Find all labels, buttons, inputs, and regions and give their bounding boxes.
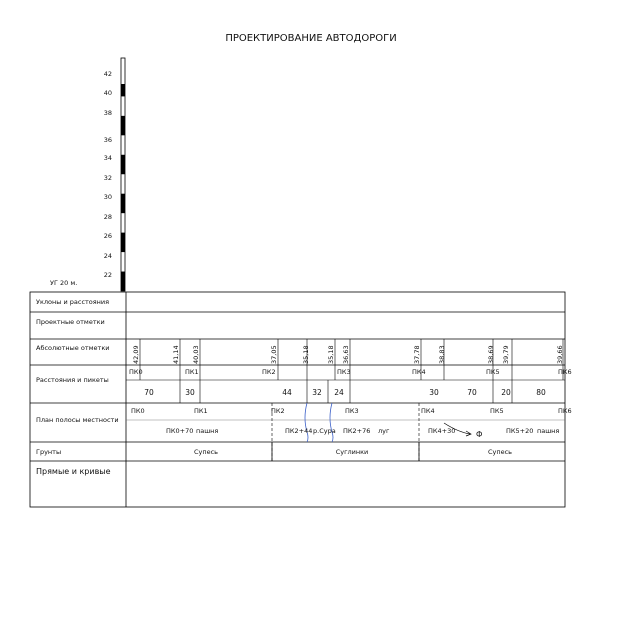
distance-value: 44 [282, 388, 292, 397]
scale-tick-label: 30 [103, 193, 112, 201]
picket-label: ПК4 [412, 368, 426, 376]
abs-mark: 37,05 [270, 345, 278, 364]
plan-picket: ПК2 [271, 407, 285, 415]
plan-picket: ПК4 [421, 407, 435, 415]
plan-picket: ПК6 [558, 407, 572, 415]
abs-mark: 38,83 [438, 345, 446, 364]
abs-mark: 39,79 [502, 345, 510, 364]
picket-label: ПК6 [558, 368, 572, 376]
river-bank-right [330, 403, 333, 442]
abs-mark: 38,69 [487, 345, 495, 364]
scale-block [121, 194, 125, 213]
plan-note: ПК2+44 [285, 427, 313, 435]
distance-value: 32 [312, 388, 322, 397]
scale-block [121, 233, 125, 252]
scale-tick-label: 26 [103, 232, 112, 240]
plan-note: р.Сура [313, 427, 336, 435]
picket-labels [129, 368, 572, 376]
soil-label: Супесь [193, 448, 219, 456]
row-label-distances: Расстояния и пикеты [36, 376, 109, 384]
distance-value: 70 [467, 388, 477, 397]
distance-value: 80 [536, 388, 546, 397]
plan-note: ПК2+76 [343, 427, 371, 435]
scale-block [121, 84, 125, 96]
picket-label: ПК0 [129, 368, 143, 376]
scale-tick-label: 32 [103, 174, 112, 182]
plan-note: пашня [196, 427, 219, 435]
picket-label: ПК5 [486, 368, 500, 376]
abs-mark: 39,66 [556, 345, 564, 364]
distance-separators [180, 380, 512, 403]
abs-mark: 35,18 [302, 345, 310, 364]
scale-tick-label: 28 [103, 213, 112, 221]
distance-value: 20 [501, 388, 511, 397]
scale-tick-label: 22 [103, 271, 112, 279]
abs-mark: 42,09 [132, 345, 140, 364]
distance-value: 70 [144, 388, 154, 397]
scale-tick-label: 38 [103, 109, 112, 117]
scale-block [121, 116, 125, 135]
abs-mark: 35,18 [327, 345, 335, 364]
plan-note: ПК5+20 [506, 427, 534, 435]
abs-mark: 41,14 [172, 345, 180, 364]
soil-label: Супесь [487, 448, 513, 456]
abs-mark: 36,63 [342, 345, 350, 364]
scale-datum: УГ 20 м. [50, 279, 78, 287]
distance-value: 30 [185, 388, 195, 397]
plan-picket: ПК3 [345, 407, 359, 415]
plan-note: луг [378, 427, 390, 435]
plan-picket: ПК5 [490, 407, 504, 415]
scale-tick-label: 36 [103, 136, 112, 144]
soil-label: Суглинки [335, 448, 369, 456]
picket-label: ПК2 [262, 368, 276, 376]
scale-tick-label: 40 [103, 89, 112, 97]
drawing-title: ПРОЕКТИРОВАНИЕ АВТОДОРОГИ [225, 33, 397, 44]
row-label-abs-marks: Абсолютные отметки [36, 344, 110, 352]
row-label-soils: Грунты [36, 448, 62, 456]
distance-value: 30 [429, 388, 439, 397]
scale-tick-label: 42 [103, 70, 112, 78]
distance-value: 24 [334, 388, 344, 397]
picket-label: ПК3 [337, 368, 351, 376]
distance-values [144, 388, 546, 397]
river-bank-left [305, 403, 308, 442]
scale-tick-label: 34 [103, 154, 112, 162]
scale-block [121, 272, 125, 291]
row-label-design-marks: Проектные отметки [36, 318, 105, 326]
abs-marks-values [132, 345, 564, 364]
plan-note: ПК4+30 [428, 427, 456, 435]
vertical-scale-bar [104, 58, 125, 291]
scale-block [121, 155, 125, 174]
abs-mark: 40,03 [192, 345, 200, 364]
row-label-curves: Прямые и кривые [36, 467, 111, 476]
plan-picket: ПК1 [194, 407, 208, 415]
plan-note: пашня [537, 427, 560, 435]
plan-note: ПК0+70 [166, 427, 194, 435]
row-label-plan: План полосы местности [36, 416, 119, 424]
plan-picket: ПК0 [131, 407, 145, 415]
row-label-slopes: Уклоны и расстояния [36, 298, 110, 306]
picket-label: ПК1 [185, 368, 199, 376]
scale-tick-label: 24 [103, 252, 112, 260]
abs-mark: 37,78 [413, 345, 421, 364]
plan-symbol: Ф [476, 430, 483, 439]
